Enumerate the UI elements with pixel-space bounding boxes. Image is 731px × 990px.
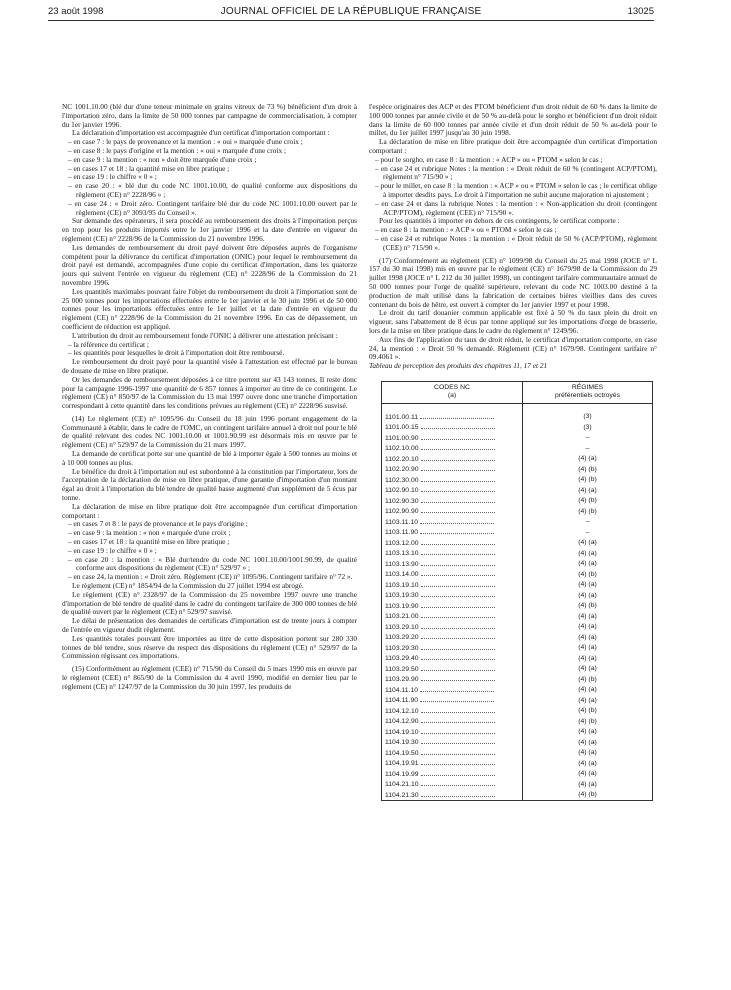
right-paragraph: – en case 8 : la mention : « ACP » ou « PTOM » selon le cas ; xyxy=(375,225,557,235)
nc-code: 1102.90.90 xyxy=(385,508,419,516)
table-row xyxy=(382,632,653,643)
table-row xyxy=(382,643,653,654)
nc-code-cell xyxy=(382,422,523,433)
left-paragraph: – en case 8 : le pays d'origine et la mention : « oui » marquée d'une croix ; xyxy=(68,145,286,155)
nc-code-cell xyxy=(382,433,523,444)
tariff-table xyxy=(381,381,653,802)
leader-dots xyxy=(421,653,495,660)
table-row xyxy=(382,695,653,706)
table-row xyxy=(382,506,653,517)
leader-dots xyxy=(421,737,495,744)
nc-code: 1103.19.30 xyxy=(385,592,419,600)
table-row xyxy=(382,548,653,559)
left-paragraph: Le bénéfice du droit à l'importation nul est subordonné à la constitution par l'importateur, lors de l'acceptation de la déclaration de mise en libre pratique, d'une garantie d'importation d'un montant égal au droit à l'importation du blé tendre de qualité basse augmenté d'un supplément de 5 écus par tonne. xyxy=(62,466,357,503)
left-paragraph: – en cases 7 et 8 : le pays de provenance et le pays d'origine ; xyxy=(68,519,248,529)
regime-cell: (3) xyxy=(523,422,653,433)
nc-code-cell xyxy=(382,790,523,801)
nc-code-cell xyxy=(382,559,523,570)
nc-code-cell xyxy=(382,590,523,601)
table-row xyxy=(382,464,653,475)
left-paragraph: – les quantités pour lesquelles le droit à l'importation doit être remboursé. xyxy=(68,348,285,358)
leader-dots xyxy=(421,506,495,513)
left-paragraph: – en case 24, la mention : « Droit zéro. Règlement (CE) n° 1095/96. Contingent tarifaire n° 72 ». xyxy=(68,572,353,582)
table-row xyxy=(382,433,653,444)
leader-dots xyxy=(421,748,495,755)
left-paragraph: Or les demandes de remboursement déposées à ce titre portent sur 43 143 tonnes. Il reste donc pour la campagne 1996-1997 une quantité de 6 857 tonnes à importer au titre de ce contingent. Le règlement (CE) n° 850/97 de la Commission du 13 mai 1997 ouvre donc une tranche d'importation correspondant à cette quantité dans les conditions prévues au règlement (CE) n° 2228/96 susvisé. xyxy=(62,374,357,411)
table-row xyxy=(382,485,653,496)
regime-cell: (4) (a) xyxy=(523,643,653,654)
nc-code-cell xyxy=(382,569,523,580)
nc-code-cell xyxy=(382,653,523,664)
table-row xyxy=(382,706,653,717)
nc-code-cell xyxy=(382,485,523,496)
left-paragraph: – en cases 17 et 18 : la quantité mise en libre pratique ; xyxy=(68,163,230,173)
leader-dots xyxy=(421,454,495,461)
nc-code-cell xyxy=(382,496,523,507)
regime-cell: (4) (a) xyxy=(523,779,653,790)
nc-code: 1103.29.40 xyxy=(385,655,419,663)
regime-cell: (4) (a) xyxy=(523,695,653,706)
nc-code: 1104.21.10 xyxy=(385,781,419,789)
regime-cell: – xyxy=(523,433,653,444)
table-body xyxy=(382,403,653,801)
left-column xyxy=(62,103,357,692)
right-column-text xyxy=(369,103,657,362)
leader-dots xyxy=(420,695,494,702)
leader-dots xyxy=(421,485,495,492)
left-paragraph: – en case 19 : le chiffre « 0 » ; xyxy=(68,545,157,555)
table-row xyxy=(382,559,653,570)
nc-code: 1103.19.90 xyxy=(385,602,419,610)
nc-code: 1101.00.15 xyxy=(385,424,419,432)
regime-cell: (4) (a) xyxy=(523,632,653,643)
table-row xyxy=(382,748,653,759)
left-paragraph: La déclaration de mise en libre pratique doit être accompagnée d'un certificat d'importation comportant : xyxy=(62,501,357,520)
right-paragraph: – pour le millet, en case 8 : la mention : « ACP » ou « PTOM » selon le cas ; le certificat oblige à importer desdits pays. Le droit à l'importation ne subit aucune majoration ni ajustement ; xyxy=(375,181,657,199)
left-paragraph: Le délai de présentation des demandes de certificats d'importation est de trente jours à compter de l'entrée en vigueur dudit règlement. xyxy=(62,616,357,635)
table-row xyxy=(382,622,653,633)
col-header-codes xyxy=(382,381,523,403)
table-caption: Tableau de perception des produits des chapitres 11, 17 et 21 xyxy=(369,361,548,371)
table-row xyxy=(382,779,653,790)
nc-code: 1103.29.30 xyxy=(385,644,419,652)
left-paragraph: – en case 7 : le pays de provenance et la mention : « oui » marquée d'une croix ; xyxy=(68,137,303,147)
leader-dots xyxy=(421,706,495,713)
nc-code: 1102.30.00 xyxy=(385,476,419,484)
leader-dots xyxy=(421,548,495,555)
left-paragraph: (14) Le règlement (CE) n° 1095/96 du Conseil du 18 juin 1996 portant engagement de la Communauté à établir, dans le cadre de l'OMC, un contingent tarifaire annuel à droit nul pour le blé de qualité relevant des codes NC 1001.10.00 et 1001.90.99 est désormais mis en œuvre par le règlement (CE) n° 529/97 de la Commission du 21 mars 1997. xyxy=(62,413,357,450)
table-row xyxy=(382,737,653,748)
table-row xyxy=(382,790,653,801)
left-paragraph: – en cases 17 et 18 : la quantité mise en libre pratique ; xyxy=(68,537,230,547)
left-paragraph: Les quantités totales pouvant être importées au titre de cette disposition portent sur 280 330 tonnes de blé tendre, sous réserve du respect des dispositions du règlement (CE) n° 529/97 de la Commission régissant ces importations. xyxy=(62,633,357,661)
regime-cell: (4) (a) xyxy=(523,559,653,570)
nc-code: 1103.12.00 xyxy=(385,539,419,547)
regime-cell: (4) (a) xyxy=(523,538,653,549)
nc-code: 1102.90.10 xyxy=(385,487,419,495)
regime-cell: (4) (a) xyxy=(523,685,653,696)
nc-code: 1103.11.10 xyxy=(385,518,419,526)
page-number: 13025 xyxy=(627,6,654,17)
table-row xyxy=(382,674,653,685)
regime-cell: (4) (a) xyxy=(523,590,653,601)
regime-cell: (4) (b) xyxy=(523,496,653,507)
nc-code-cell xyxy=(382,443,523,454)
regime-cell: – xyxy=(523,527,653,538)
nc-code: 1103.21.00 xyxy=(385,613,419,621)
left-paragraph: Le règlement (CE) n° 1854/94 de la Commission du 27 juillet 1994 est abrogé. xyxy=(72,581,304,591)
left-paragraph: – en case 19 : le chiffre « 0 » ; xyxy=(68,172,157,182)
regime-cell: (4) (a) xyxy=(523,454,653,465)
regime-cell: (4) (a) xyxy=(523,758,653,769)
regime-cell: (4) (b) xyxy=(523,506,653,517)
nc-code: 1104.19.30 xyxy=(385,739,419,747)
col-header-regimes xyxy=(523,381,653,403)
leader-dots xyxy=(421,790,495,797)
regime-cell: (4) (b) xyxy=(523,790,653,801)
nc-code: 1103.29.90 xyxy=(385,676,419,684)
table-row xyxy=(382,769,653,780)
leader-dots xyxy=(421,475,495,482)
nc-code: 1101.00.11 xyxy=(385,413,419,421)
left-paragraph: Les quantités maximales pouvant faire l'objet du remboursement du droit à l'importation sont de 25 000 tonnes pour les importations effectuées entre le 1er janvier et le 30 juin 1996 et de 50 000 tonnes pour les importations effectuées entre le 1er juillet et la date d'entrée en vigueur du règlement (CE) n° 2228/96 de la Commission du 21 novembre 1996. En cas de dépassement, un coefficient de réduction est appliqué. xyxy=(62,286,357,331)
leader-dots xyxy=(421,664,495,671)
table-row xyxy=(382,685,653,696)
leader-dots xyxy=(421,779,495,786)
leader-dots xyxy=(421,433,495,440)
col-codes-sub: (a) xyxy=(447,391,457,399)
nc-code-cell xyxy=(382,758,523,769)
regime-cell: (3) xyxy=(523,403,653,422)
table-row xyxy=(382,727,653,738)
right-paragraph: Pour les quantités à importer en dehors de ces contingents, le certificat comporte : xyxy=(379,216,620,226)
nc-code: 1104.12.10 xyxy=(385,707,419,715)
regime-cell: (4) (b) xyxy=(523,706,653,717)
leader-dots xyxy=(421,464,495,471)
leader-dots xyxy=(421,611,495,618)
left-paragraph: L'attribution du droit au remboursement fonde l'ONIC à délivrer une attestation précisant : xyxy=(72,330,338,340)
leader-dots xyxy=(421,758,495,765)
leader-dots xyxy=(420,412,494,419)
regime-cell: (4) (a) xyxy=(523,737,653,748)
regime-cell: (4) (a) xyxy=(523,485,653,496)
table-row xyxy=(382,538,653,549)
leader-dots xyxy=(420,517,494,524)
left-paragraph: La déclaration d'importation est accompagnée d'un certificat d'importation comportant : xyxy=(72,128,330,138)
right-column xyxy=(369,103,657,801)
left-paragraph: NC 1001.10.00 (blé dur d'une teneur minimale en grains vitreux de 73 %) bénéficient d'un droit à l'importation zéro, dans la limite de 50 000 tonnes par campagne de commercialisation, à compter du 1er janvier 1996. xyxy=(62,102,357,129)
leader-dots xyxy=(420,527,494,534)
regime-cell: (4) (a) xyxy=(523,748,653,759)
nc-code-cell xyxy=(382,695,523,706)
leader-dots xyxy=(421,559,495,566)
nc-code-cell xyxy=(382,517,523,528)
right-paragraph: La déclaration de mise en libre pratique doit être accompagnée d'un certificat d'importation comportant : xyxy=(369,137,657,155)
nc-code: 1102.20.10 xyxy=(385,455,419,463)
left-paragraph: – en case 20 : « blé dur du code NC 1001.10.00, de qualité conforme aux dispositions du règlement (CE) n° 2228/96 » ; xyxy=(68,181,357,199)
nc-code-cell xyxy=(382,622,523,633)
nc-code: 1104.19.50 xyxy=(385,749,419,757)
left-paragraph: Le règlement (CE) n° 2328/97 de la Commission du 25 novembre 1997 ouvre une tranche d'importation de blé tendre de qualité dans le cadre du contingent tarifaire de 300 000 tonnes de blé de qualité ouvert par le règlement (CE) n° 529/97 susvisé. xyxy=(62,589,357,617)
table-row xyxy=(382,475,653,486)
nc-code-cell xyxy=(382,601,523,612)
col-regimes-sub: préférentiels octroyés xyxy=(555,391,620,399)
leader-dots xyxy=(421,590,495,597)
right-paragraph: – en case 24 et dans la rubrique Notes : la mention : « Non-application du droit (contingent ACP/PTOM), règlement (CEE) n° 715/90 ». xyxy=(375,198,657,217)
leader-dots xyxy=(420,685,494,692)
nc-code: 1104.19.10 xyxy=(385,728,419,736)
leader-dots xyxy=(421,580,495,587)
leader-dots xyxy=(421,496,495,503)
nc-code-cell xyxy=(382,580,523,591)
nc-code-cell xyxy=(382,454,523,465)
nc-code: 1104.11.10 xyxy=(385,686,419,694)
regime-cell: (4) (b) xyxy=(523,464,653,475)
nc-code-cell xyxy=(382,664,523,675)
right-paragraph: – en case 24 et rubrique Notes : la mention : « Droit réduit de 60 % (contingent ACP/PTOM), règlement n° 715/90 » ; xyxy=(375,163,657,182)
right-paragraph: (17) Conformément au règlement (CE) n° 1099/98 du Conseil du 25 mai 1998 (JOCE n° L 157 du 30 mai 1998) mis en œuvre par le règlement (CE) n° 1679/98 de la Commission du 29 juillet 1998 (JOCE n° L 212 du 30 juillet 1998), un contingent tarifaire communautaire annuel de 50 000 tonnes pour l'orge de qualité supérieure, relevant du code NC 1003.00 destiné à la production de malt utilisé dans la fabrication de certaines bières vieillies dans des cuves contenant du bois de hêtre, est ouvert à compter du 1er janvier 1997 et pour 1998. xyxy=(369,255,657,309)
table-row xyxy=(382,664,653,675)
nc-code: 1103.14.00 xyxy=(385,571,419,579)
nc-code: 1104.19.99 xyxy=(385,770,419,778)
nc-code-cell xyxy=(382,779,523,790)
nc-code-cell xyxy=(382,506,523,517)
table-row xyxy=(382,601,653,612)
table-row xyxy=(382,611,653,622)
table-row xyxy=(382,422,653,433)
leader-dots xyxy=(421,538,495,545)
leader-dots xyxy=(421,727,495,734)
regime-cell: (4) (a) xyxy=(523,653,653,664)
regime-cell: (4) (a) xyxy=(523,548,653,559)
table-row xyxy=(382,403,653,422)
nc-code-cell xyxy=(382,674,523,685)
nc-code-cell xyxy=(382,706,523,717)
left-paragraph: La demande de certificat porte sur une quantité de blé à importer égale à 500 tonnes au moins et à 10 000 tonnes au plus. xyxy=(62,449,357,467)
nc-code-cell xyxy=(382,475,523,486)
header-rule xyxy=(48,20,654,21)
left-paragraph: – en case 20 : la mention : « Blé dur/tendre du code NC 1001.10.00/1001.90.99, de qualité conforme aux dispositions du règlement (CE) n° 529/97 » ; xyxy=(68,554,357,573)
nc-code-cell xyxy=(382,748,523,759)
col-codes-label: CODES NC xyxy=(434,383,470,391)
nc-code: 1104.19.91 xyxy=(385,760,419,768)
left-paragraph: – en case 9 : la mention : « non » marquée d'une croix ; xyxy=(68,528,231,538)
nc-code: 1103.11.90 xyxy=(385,529,419,537)
regime-cell: (4) (a) xyxy=(523,611,653,622)
regime-cell: (4) (b) xyxy=(523,674,653,685)
leader-dots xyxy=(421,443,495,450)
nc-code: 1103.29.10 xyxy=(385,623,419,631)
table-row xyxy=(382,517,653,528)
nc-code-cell xyxy=(382,538,523,549)
header-date: 23 août 1998 xyxy=(48,6,104,17)
nc-code-cell xyxy=(382,632,523,643)
left-paragraph: – la référence du certificat ; xyxy=(68,339,149,349)
right-paragraph: – pour le sorgho, en case 8 : la mention : « ACP » ou « PTOM » selon le cas ; xyxy=(375,154,603,164)
regime-cell: (4) (b) xyxy=(523,716,653,727)
left-paragraph: Les demandes de remboursement du droit payé doivent être déposées auprès de l'organisme compétent pour la délivrance du certificat d'importation (ONIC) pour lequel le remboursement du droit payé est demandé, accompagnées d'une copie du certificat d'importation, dans les quatorze jours qui suivent l'entrée en vigueur du règlement (CE) n° 2228/96 de la Commission du 21 novembre 1996. xyxy=(62,242,357,287)
nc-code-cell xyxy=(382,643,523,654)
right-paragraph: Aux fins de l'application du taux de droit réduit, le certificat d'importation comporte, en case 24, la mention : « Droit 50 % demandé. Règlement (CE) n° 1679/98. Contingent tarifaire n° 09.4061 ». xyxy=(369,334,657,362)
regime-cell: (4) (a) xyxy=(523,580,653,591)
leader-dots xyxy=(421,601,495,608)
nc-code-cell xyxy=(382,737,523,748)
regime-cell: (4) (b) xyxy=(523,475,653,486)
regime-cell: (4) (a) xyxy=(523,769,653,780)
nc-code: 1104.21.30 xyxy=(385,791,419,799)
regime-cell: (4) (a) xyxy=(523,727,653,738)
nc-code: 1102.20.90 xyxy=(385,466,419,474)
nc-code-cell xyxy=(382,685,523,696)
right-paragraph: Le droit du tarif douanier commun applicable est fixé à 50 % du taux plein du droit en vigueur, sans l'abattement de 8 écus par tonne appliqué sur les importations d'orge de brasserie, lors de la mise en libre pratique dans le cadre du règlement n° 1249/96. xyxy=(369,308,657,335)
nc-code-cell xyxy=(382,527,523,538)
nc-code-cell xyxy=(382,727,523,738)
nc-code: 1103.19.10 xyxy=(385,581,419,589)
left-paragraph: Sur demande des opérateurs, il sera procédé au remboursement des droits à l'importation perçus en trop pour les produits importés entre le 1er janvier 1996 et la date d'entrée en vigueur du règlement (CE) n° 2228/96 de la Commission du 21 novembre 1996. xyxy=(62,216,357,243)
nc-code-cell xyxy=(382,403,523,422)
nc-code: 1101.00.90 xyxy=(385,434,419,442)
regime-cell: (4) (a) xyxy=(523,622,653,633)
leader-dots xyxy=(421,716,495,723)
leader-dots xyxy=(421,769,495,776)
nc-code: 1103.29.50 xyxy=(385,665,419,673)
left-paragraph: – en case 9 : la mention : « non » doit être marquée d'une croix ; xyxy=(68,154,257,164)
table-row xyxy=(382,454,653,465)
table-row xyxy=(382,758,653,769)
table-row xyxy=(382,653,653,664)
table-row xyxy=(382,716,653,727)
page-header xyxy=(48,6,654,20)
right-paragraph: – en case 24 et rubrique Notes : la mention : « Droit réduit de 50 % (ACP/PTOM), règlement (CEE) n° 715/90 ». xyxy=(375,233,657,252)
regime-cell: – xyxy=(523,443,653,454)
nc-code-cell xyxy=(382,464,523,475)
nc-code: 1102.10.00 xyxy=(385,445,419,453)
nc-code: 1103.13.10 xyxy=(385,550,419,558)
nc-code-cell xyxy=(382,611,523,622)
nc-code: 1103.29.20 xyxy=(385,634,419,642)
regime-cell: (4) (b) xyxy=(523,601,653,612)
leader-dots xyxy=(421,422,495,429)
table-row xyxy=(382,569,653,580)
left-paragraph: (15) Conformément au règlement (CEE) n° 715/90 du Conseil du 5 mars 1990 mis en œuvre par le règlement (CEE) n° 865/90 de la Commission du 4 avril 1990, modifié en dernier lieu par le règlement (CE) n° 1247/97 de la Commission du 30 juin 1997, les produits de xyxy=(62,664,357,691)
regime-cell: – xyxy=(523,517,653,528)
leader-dots xyxy=(421,643,495,650)
journal-title: JOURNAL OFFICIEL DE LA RÉPUBLIQUE FRANÇAISE xyxy=(220,6,482,17)
leader-dots xyxy=(421,569,495,576)
table-row xyxy=(382,527,653,538)
left-paragraph: – en case 24 : « Droit zéro. Contingent tarifaire blé dur du code NC 1001.10.00 ouvert par le règlement (CE) n° 3093/95 du Conseil ». xyxy=(68,198,357,217)
nc-code-cell xyxy=(382,769,523,780)
regime-cell: (4) (b) xyxy=(523,569,653,580)
right-paragraph: l'espèce originaires des ACP et des PTOM bénéficient d'un droit réduit de 60 % dans la limite de 100 000 tonnes par année civile et de 50 % au-delà pour le sorgho et bénéficient d'un droit réduit dans la limite de 60 000 tonnes par année civile et d'un droit réduit de 50 % au-delà pour le millet, du 1er juillet 1997 jusqu'au 30 juin 1998. xyxy=(369,102,657,138)
col-regimes-label: RÉGIMES xyxy=(571,383,604,391)
nc-code: 1104.12.90 xyxy=(385,718,419,726)
nc-code: 1102.90.30 xyxy=(385,497,419,505)
table-row xyxy=(382,496,653,507)
table-row xyxy=(382,443,653,454)
nc-code-cell xyxy=(382,548,523,559)
nc-code: 1104.11.90 xyxy=(385,697,419,705)
regime-cell: (4) (a) xyxy=(523,664,653,675)
leader-dots xyxy=(421,632,495,639)
table-row xyxy=(382,580,653,591)
table-row xyxy=(382,590,653,601)
left-paragraph: Le remboursement du droit payé pour la quantité visée à l'attestation est effectué par le bureau de douane de mise en libre pratique. xyxy=(62,357,357,375)
nc-code-cell xyxy=(382,716,523,727)
leader-dots xyxy=(421,622,495,629)
nc-code: 1103.13.90 xyxy=(385,560,419,568)
leader-dots xyxy=(421,674,495,681)
